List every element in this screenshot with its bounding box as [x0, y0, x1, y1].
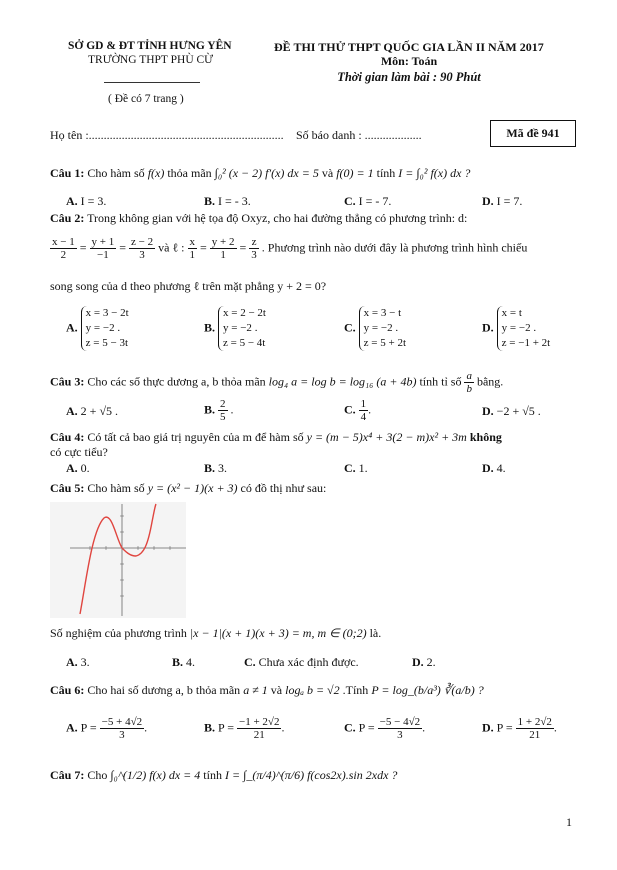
q3-option-a[interactable]: A. 2 + √5 .	[66, 404, 119, 418]
q3-option-b[interactable]: B. $\frac{2}{5}$ .	[204, 398, 234, 423]
q4-line2: có cực tiểu?	[50, 445, 108, 459]
q4-option-b[interactable]: B. 3.	[204, 461, 228, 475]
school-name: TRƯỜNG THPT PHÙ CỪ	[88, 54, 214, 66]
q3-option-d[interactable]: D. −2 + √5 .	[482, 404, 541, 418]
q2-option-c[interactable]: C. x = 3 − t y = −2 . z = 5 + 2t	[344, 307, 407, 349]
q6-option-a[interactable]: A. P = $\frac{-5 + 4√2}{3}$ .	[66, 716, 148, 741]
q5-option-c[interactable]: C. Chưa xác định được.	[244, 655, 359, 669]
question-6: Câu 6: Cho hai số dương a, b thỏa mãn a ≠ 1 và logₐ b = √2 .Tính P = log_(b/a³) ∛(a/b) ?	[50, 683, 484, 697]
question-4: Câu 4: Có tất cả bao giá trị nguyên của m để hàm số y = (m − 5)x⁴ + 3(2 − m)x² + 3m không	[50, 430, 502, 444]
exam-subject: Môn: Toán	[380, 54, 438, 68]
student-name-field: Họ tên :.................................................................	[50, 128, 284, 142]
page-number: 1	[566, 815, 572, 829]
question-label: Câu 6:	[50, 683, 85, 697]
q4-option-a[interactable]: A. 0.	[66, 461, 90, 475]
graph-background	[50, 502, 186, 618]
exam-title: ĐỀ THI THỬ THPT QUỐC GIA LẦN II NĂM 2017	[274, 40, 544, 54]
function-graph	[50, 502, 186, 618]
q3-option-c[interactable]: C. $\frac{1}{4}$ .	[344, 398, 372, 423]
integral-expression: ∫₀² (x − 2) f′(x) dx = 5	[214, 166, 319, 180]
question-label: Câu 5:	[50, 481, 85, 495]
question-label: Câu 1:	[50, 166, 85, 180]
q4-option-d[interactable]: D. 4.	[482, 461, 506, 475]
question-label: Câu 7:	[50, 768, 85, 782]
question-3: Câu 3: Cho các số thực dương a, b thỏa mãn log₄ a = log b = log₁₆ (a + 4b) tính tỉ số $\frac{a}{b}$ bằng.	[50, 370, 504, 395]
question-2: Câu 2: Trong không gian với hệ tọa độ Oxyz, cho hai đường thẳng có phương trình: d:	[50, 211, 468, 225]
q2-option-a[interactable]: A. x = 3 − 2t y = −2 . z = 5 − 3t	[66, 307, 129, 349]
q2-option-b[interactable]: B. x = 2 − 2t y = −2 . z = 5 − 4t	[204, 307, 266, 349]
q5-option-d[interactable]: D. 2.	[412, 655, 436, 669]
header-divider	[104, 82, 200, 83]
q2-line-equations: $\frac{x - 1}{2}$ = $\frac{y + 1}{-1}$ = $\frac{z - 2}{3}$ và ℓ : $\frac{x}{1}$ = $\frac{y + 2}{1}$ = $\frac{z}{3}$ . Phương trình nào dưới đây là phương trình hình chiếu	[52, 236, 528, 261]
q6-option-b[interactable]: B. P = $\frac{-1 + 2√2}{21}$ .	[204, 716, 285, 741]
question-1: Câu 1: Cho hàm số f(x) thỏa mãn ∫₀² (x − 2) f′(x) dx = 5 và f(0) = 1 tính I = ∫₀² f(x) dx ?	[50, 166, 471, 180]
question-label: Câu 3:	[50, 374, 85, 389]
page-count-note: ( Đề có 7 trang )	[108, 93, 184, 105]
q2-line3: song song của d theo phương ℓ trên mặt phẳng y + 2 = 0?	[50, 279, 327, 293]
question-5: Câu 5: Cho hàm số y = (x² − 1)(x + 3) có đồ thị như sau:	[50, 481, 327, 495]
student-id-field: Số báo danh : ...................	[296, 128, 422, 142]
q1-option-c[interactable]: C. I = - 7.	[344, 194, 392, 208]
question-label: Câu 4:	[50, 430, 85, 444]
q1-option-d[interactable]: D. I = 7.	[482, 194, 523, 208]
exam-time: Thời gian làm bài : 90 Phút	[337, 70, 481, 84]
dept-name: SỞ GD & ĐT TỈNH HƯNG YÊN	[68, 40, 232, 52]
q1-option-b[interactable]: B. I = - 3.	[204, 194, 251, 208]
q5-option-a[interactable]: A. 3.	[66, 655, 90, 669]
q6-option-c[interactable]: C. P = $\frac{-5 - 4√2}{3}$ .	[344, 716, 426, 741]
q2-option-d[interactable]: D. x = t y = −2 . z = −1 + 2t	[482, 307, 551, 349]
q4-option-c[interactable]: C. 1.	[344, 461, 368, 475]
exam-code: Mã đề 941	[506, 126, 560, 140]
q1-option-a[interactable]: A. I = 3.	[66, 194, 107, 208]
question-7: Câu 7: Cho ∫₀^(1/2) f(x) dx = 4 tính I = ∫_(π/4)^(π/6) f(cos2x).sin 2xdx ?	[50, 768, 398, 782]
question-label: Câu 2:	[50, 211, 85, 225]
q6-option-d[interactable]: D. P = $\frac{1 + 2√2}{21}$ .	[482, 716, 557, 741]
exam-code-box	[490, 120, 576, 147]
question-5-prompt: Số nghiệm của phương trình |x − 1|(x + 1)(x + 3) = m, m ∈ (0;2) là.	[50, 626, 382, 640]
q5-option-b[interactable]: B. 4.	[172, 655, 196, 669]
